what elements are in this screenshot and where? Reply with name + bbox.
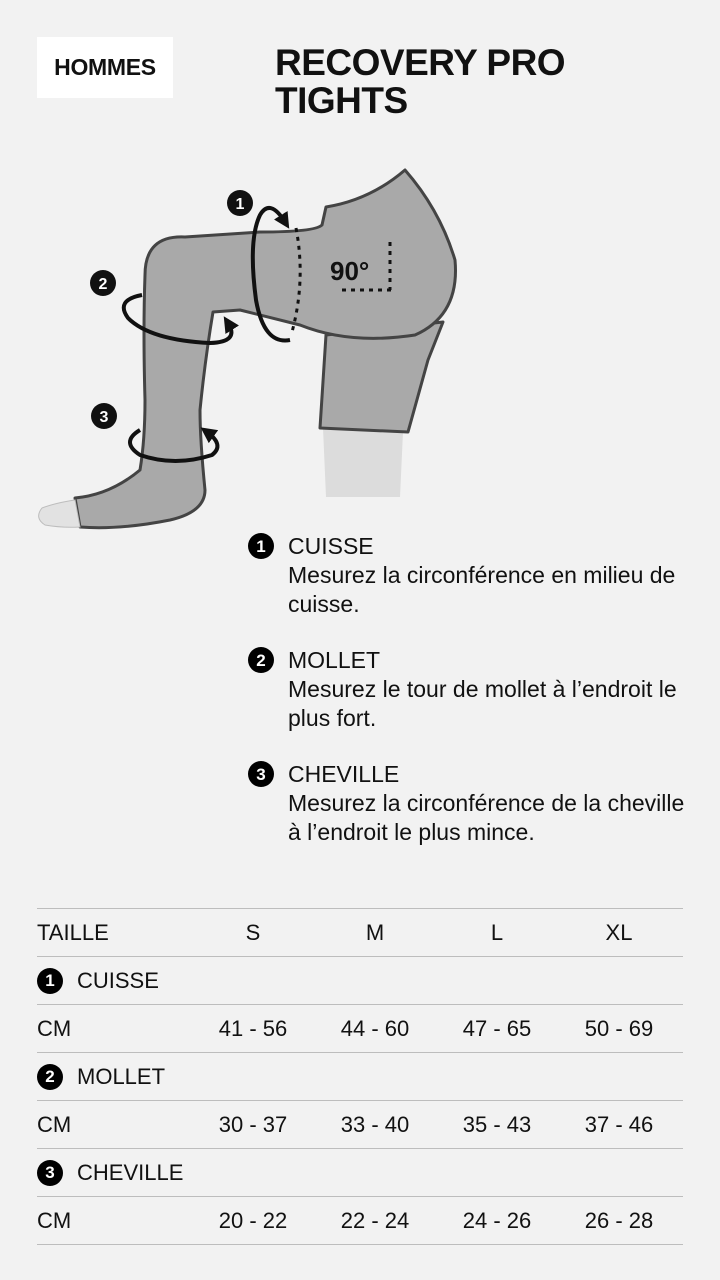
table-cell: 47 - 65 [462,1015,532,1041]
unit-label: CM [37,1111,72,1137]
instruction-cheville [248,759,688,847]
marker-2-label: 2 [98,276,108,293]
number-2-icon: 2 [248,647,274,673]
section-name: MOLLET [77,1063,166,1089]
instruction-heading: CHEVILLE [288,760,400,787]
instruction-description: Mesurez la circonférence de la cheville à l’endroit le plus mince. [288,790,685,845]
marker-3-label: 3 [99,409,109,426]
table-cell: 26 - 28 [584,1207,654,1233]
table-cell: 33 - 40 [340,1111,410,1137]
number-2-icon: 2 [37,1064,63,1090]
size-header-l: L [490,919,504,945]
section-row-cheville [37,1148,683,1196]
table-row-cuisse [37,1004,683,1052]
marker-2 [90,270,116,296]
section-label [37,968,159,994]
section-label [37,1160,183,1186]
table-header-row [37,908,683,956]
instruction-mollet [248,645,688,733]
instruction-heading: MOLLET [288,646,381,673]
instruction-description: Mesurez le tour de mollet à l’endroit le plus fort. [288,676,677,731]
instruction-heading: CUISSE [288,532,374,559]
size-table [37,908,683,1245]
size-header-xl: XL [605,919,633,945]
instruction-description: Mesurez la circonférence en milieu de cuisse. [288,562,676,617]
leg-measurement-illustration [0,150,480,540]
unit-label: CM [37,1015,72,1041]
section-row-cuisse [37,956,683,1004]
product-title [275,44,695,120]
table-cell: 41 - 56 [218,1015,288,1041]
section-label [37,1064,165,1090]
table-cell: 22 - 24 [340,1207,410,1233]
marker-3 [91,403,117,429]
section-name: CUISSE [77,967,159,993]
table-cell: 35 - 43 [462,1111,532,1137]
marker-1 [227,190,253,216]
table-cell: 37 - 46 [584,1111,654,1137]
unit-label: CM [37,1207,72,1233]
gender-badge: HOMMES [37,37,173,98]
table-cell: 44 - 60 [340,1015,410,1041]
product-title-line2: TIGHTS [275,80,408,121]
section-row-mollet [37,1052,683,1100]
number-1-icon: 1 [37,968,63,994]
size-header-m: M [365,919,385,945]
section-name: CHEVILLE [77,1159,184,1185]
table-cell: 30 - 37 [218,1111,288,1137]
table-cell: 50 - 69 [584,1015,654,1041]
table-row-mollet [37,1100,683,1148]
number-1-icon: 1 [248,533,274,559]
size-header-s: S [245,919,261,945]
number-3-icon: 3 [37,1160,63,1186]
number-3-icon: 3 [248,761,274,787]
angle-label: 90° [330,256,370,286]
size-header-label: TAILLE [37,919,109,945]
instruction-cuisse [248,531,688,619]
product-title-line1: RECOVERY PRO [275,42,566,83]
marker-1-label: 1 [235,196,245,213]
other-leg-ghost [323,428,403,497]
table-cell: 24 - 26 [462,1207,532,1233]
table-row-cheville [37,1196,683,1245]
toe-shape [39,500,80,527]
table-cell: 20 - 22 [218,1207,288,1233]
